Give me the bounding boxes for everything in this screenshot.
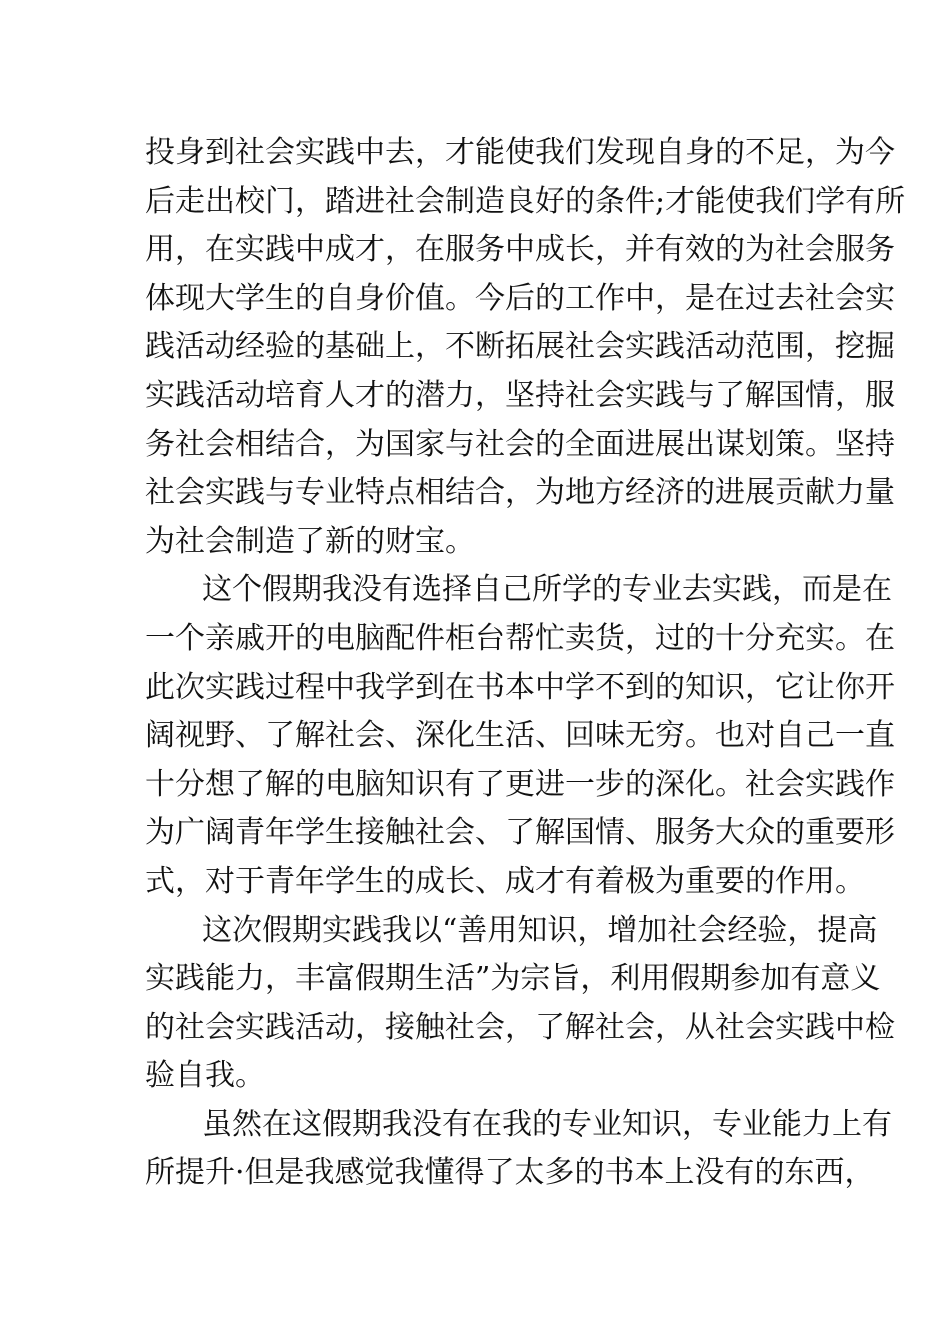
text-line: 用，在实践中成才，在服务中成长，并有效的为社会服务 xyxy=(145,232,895,268)
text-line: 验自我。 xyxy=(145,1058,265,1094)
text-line: 社会实践与专业特点相结合，为地方经济的进展贡献力量 xyxy=(145,475,895,511)
body-text xyxy=(145,129,906,1198)
text-line: 投身到社会实践中去，才能使我们发现自身的不足，为今 xyxy=(145,135,895,170)
text-line: 的社会实践活动，接触社会，了解社会，从社会实践中检 xyxy=(145,1009,895,1045)
text-line: 体现大学生的自身价值。今后的工作中，是在过去社会实 xyxy=(145,280,895,316)
text-line: 为广阔青年学生接触社会、了解国情、服务大众的重要形 xyxy=(145,815,895,851)
text-line: 实践能力，丰富假期生活”为宗旨，利用假期参加有意义 xyxy=(145,961,881,997)
text-line: 后走出校门，踏进社会制造良好的条件;才能使我们学有所 xyxy=(145,183,906,219)
text-line: 践活动经验的基础上，不断拓展社会实践活动范围，挖掘 xyxy=(145,329,895,365)
text-line: 为社会制造了新的财宝。 xyxy=(145,523,475,559)
text-line: 务社会相结合，为国家与社会的全面进展出谋划策。坚持 xyxy=(145,426,895,462)
text-line: 阔视野、了解社会、深化生活、回味无穷。也对自己一直 xyxy=(145,718,895,754)
text-line: 十分想了解的电脑知识有了更进一步的深化。社会实践作 xyxy=(145,766,895,802)
text-line: 此次实践过程中我学到在书本中学不到的知识，它让你开 xyxy=(145,669,895,705)
text-line: 实践活动培育人才的潜力，坚持社会实践与了解国情，服 xyxy=(145,377,895,413)
text-line: 一个亲戚开的电脑配件柜台帮忙卖货，过的十分充实。在 xyxy=(145,620,895,656)
text-line: 式，对于青年学生的成长、成才有着极为重要的作用。 xyxy=(145,863,865,899)
paragraph-first-line: 这次假期实践我以“善用知识，增加社会经验，提高 xyxy=(202,912,878,948)
text-line: 所提升·但是我感觉我懂得了太多的书本上没有的东西， xyxy=(145,1155,875,1191)
paragraph-first-line: 这个假期我没有选择自己所学的专业去实践，而是在 xyxy=(202,572,892,608)
paragraph-first-line: 虽然在这假期我没有在我的专业知识，专业能力上有 xyxy=(202,1106,892,1142)
